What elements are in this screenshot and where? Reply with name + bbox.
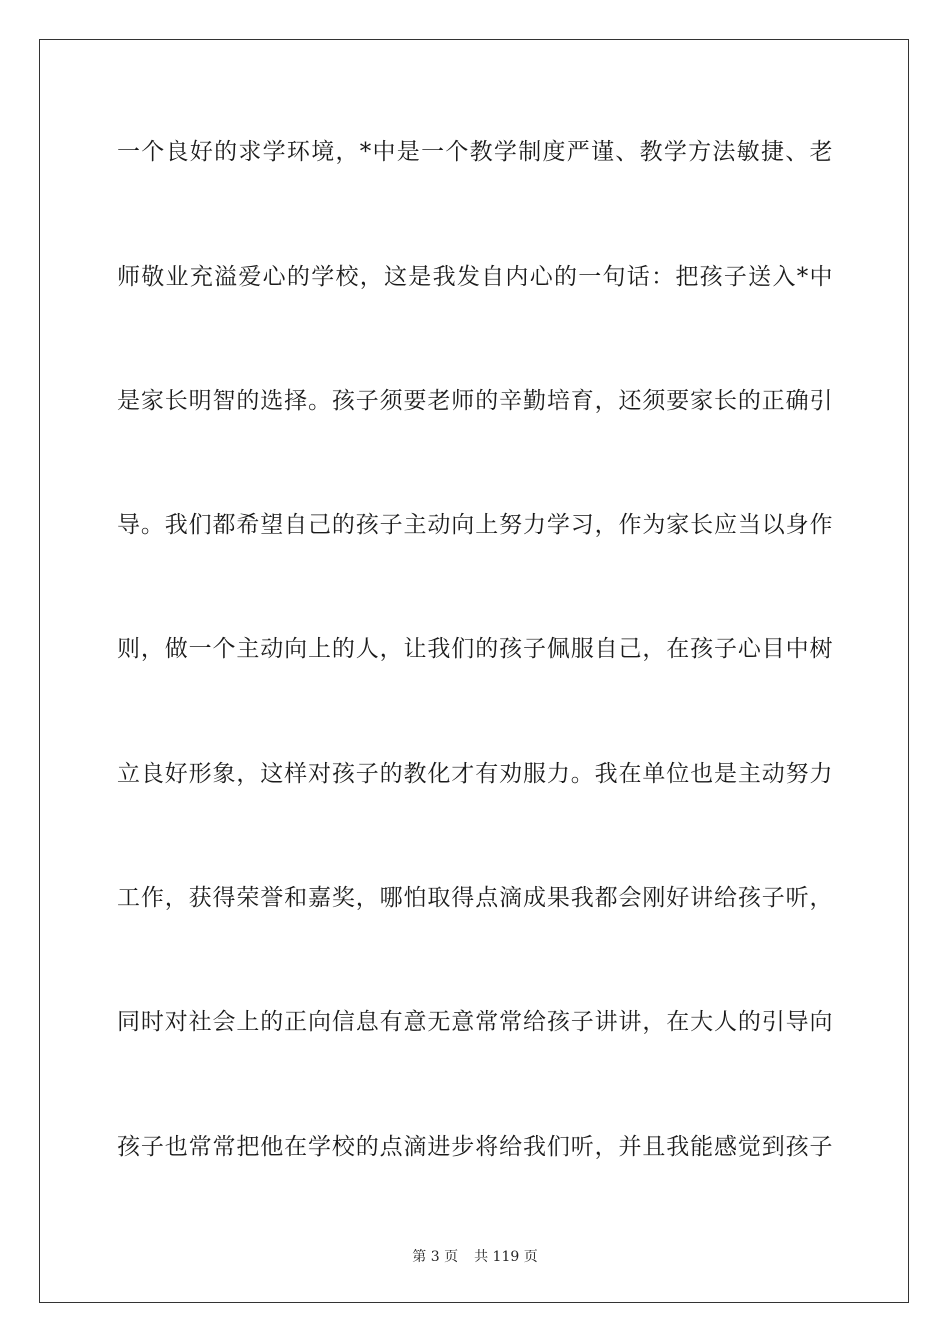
text-line: 工作，获得荣誉和嘉奖，哪怕取得点滴成果我都会刚好讲给孩子听， [117, 885, 833, 911]
page-total: 共 119 页 [474, 1249, 538, 1265]
page-footer [0, 1248, 950, 1266]
text-line: 则，做一个主动向上的人，让我们的孩子佩服自己，在孩子心目中树 [117, 636, 833, 662]
text-line: 同时对社会上的正向信息有意无意常常给孩子讲讲，在大人的引导向 [117, 1009, 833, 1035]
text-line: 导。我们都希望自己的孩子主动向上努力学习，作为家长应当以身作 [117, 512, 833, 538]
text-line: 一个良好的求学环境，*中是一个教学制度严谨、教学方法敏捷、老 [117, 139, 833, 165]
page-number: 第 3 页 [412, 1249, 459, 1265]
text-line: 是家长明智的选择。孩子须要老师的辛勤培育，还须要家长的正确引 [117, 388, 833, 414]
page-border [39, 39, 909, 1303]
text-line: 孩子也常常把他在学校的点滴进步将给我们听，并且我能感觉到孩子 [117, 1134, 833, 1160]
text-line: 师敬业充溢爱心的学校，这是我发自内心的一句话：把孩子送入*中 [117, 264, 833, 290]
text-line: 立良好形象，这样对孩子的教化才有劝服力。我在单位也是主动努力 [117, 761, 833, 787]
